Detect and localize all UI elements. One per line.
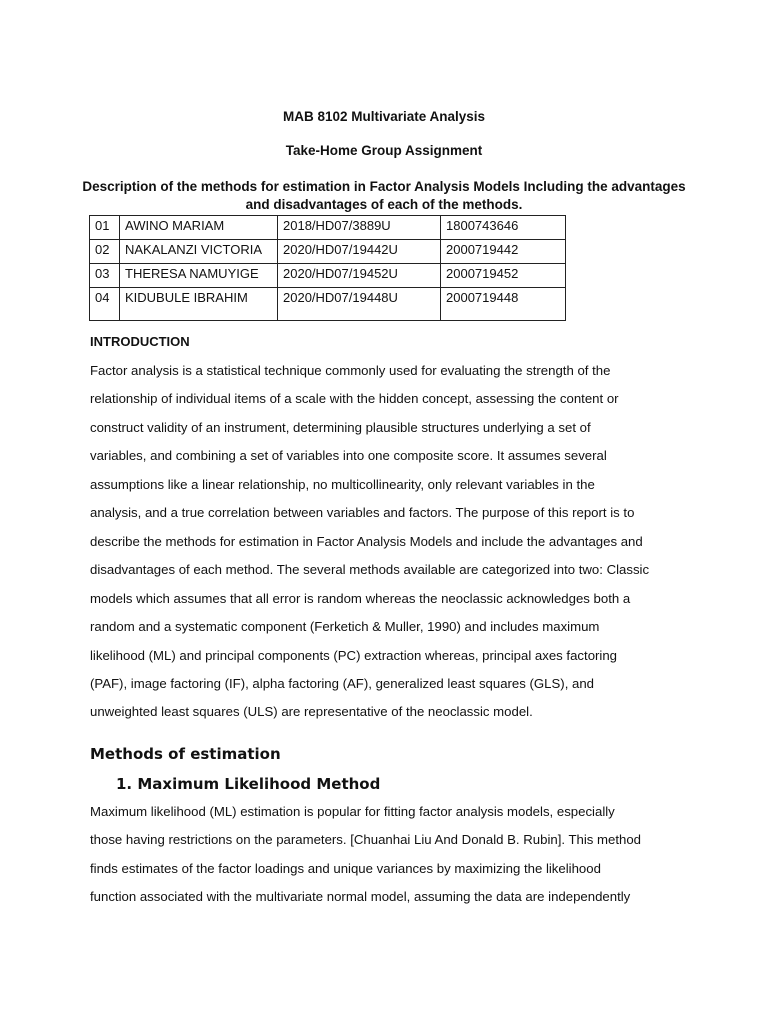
table-cell: 02 — [90, 240, 120, 264]
paragraph-line: random and a systematic component (Ferketich & Muller, 1990) and includes maximum — [90, 619, 600, 635]
table-cell: 01 — [90, 216, 120, 240]
intro-heading: INTRODUCTION — [90, 334, 190, 349]
table-cell: 2020/HD07/19442U — [278, 240, 441, 264]
table-cell: AWINO MARIAM — [120, 216, 278, 240]
paragraph-line: those having restrictions on the parameters. [Chuanhai Liu And Donald B. Rubin]. This method — [90, 832, 642, 848]
paragraph-line: assumptions like a linear relationship, no multicollinearity, only relevant variables in the — [90, 476, 595, 492]
paragraph-line: function associated with the multivariate normal model, assuming the data are independently — [90, 889, 631, 905]
description-line: Description of the methods for estimation in Factor Analysis Models Including the advantages — [82, 179, 686, 194]
paragraph-line: construct validity of an instrument, determining plausible structures underlying a set of — [90, 419, 591, 435]
paragraph-line: (PAF), image factoring (IF), alpha factoring (AF), generalized least squares (GLS), and — [90, 675, 595, 691]
table-cell: 2000719442 — [441, 240, 566, 264]
paragraph-line: likelihood (ML) and principal components (PC) extraction whereas, principal axes factoring — [90, 647, 618, 663]
table-cell: THERESA NAMUYIGE — [120, 264, 278, 288]
table-cell: NAKALANZI VICTORIA — [120, 240, 278, 264]
table-cell: 2020/HD07/19448U — [278, 288, 441, 321]
document-subtitle: Take-Home Group Assignment — [285, 143, 483, 158]
table-cell: 1800743646 — [441, 216, 566, 240]
methods-heading: Methods of estimation — [90, 745, 281, 763]
paragraph-line: variables, and combining a set of variables into one composite score. It assumes several — [90, 448, 607, 464]
table-cell: 2018/HD07/3889U — [278, 216, 441, 240]
table-row — [90, 288, 566, 321]
table-cell: 2000719448 — [441, 288, 566, 321]
paragraph-line: describe the methods for estimation in Factor Analysis Models and include the advantages and — [90, 533, 643, 549]
paragraph-line: Factor analysis is a statistical technique commonly used for evaluating the strength of the — [90, 363, 611, 378]
members-table — [89, 215, 566, 321]
table-row — [90, 240, 566, 264]
table-cell: 2000719452 — [441, 264, 566, 288]
description-line: and disadvantages of each of the methods. — [245, 197, 523, 212]
table-cell: KIDUBULE IBRAHIM — [120, 288, 278, 321]
paragraph-line: finds estimates of the factor loadings and unique variances by maximizing the likelihood — [90, 860, 601, 876]
paragraph-line: unweighted least squares (ULS) are representative of the neoclassic model. — [90, 704, 533, 720]
table-cell: 2020/HD07/19452U — [278, 264, 441, 288]
table-row — [90, 216, 566, 240]
method1-heading: 1. Maximum Likelihood Method — [116, 775, 381, 793]
table-row — [90, 264, 566, 288]
paragraph-line: disadvantages of each method. The several methods available are categorized into two: Classic — [90, 562, 650, 578]
table-cell: 04 — [90, 288, 120, 321]
paragraph-line: analysis, and a true correlation between variables and factors. The purpose of this report is to — [90, 505, 635, 521]
paragraph-line: relationship of individual items of a scale with the hidden concept, assessing the content or — [90, 391, 619, 407]
table-cell: 03 — [90, 264, 120, 288]
document-title: MAB 8102 Multivariate Analysis — [282, 109, 486, 124]
paragraph-line: models which assumes that all error is random whereas the neoclassic acknowledges both a — [90, 590, 631, 606]
paragraph-line: Maximum likelihood (ML) estimation is popular for fitting factor analysis models, especially — [90, 804, 615, 819]
